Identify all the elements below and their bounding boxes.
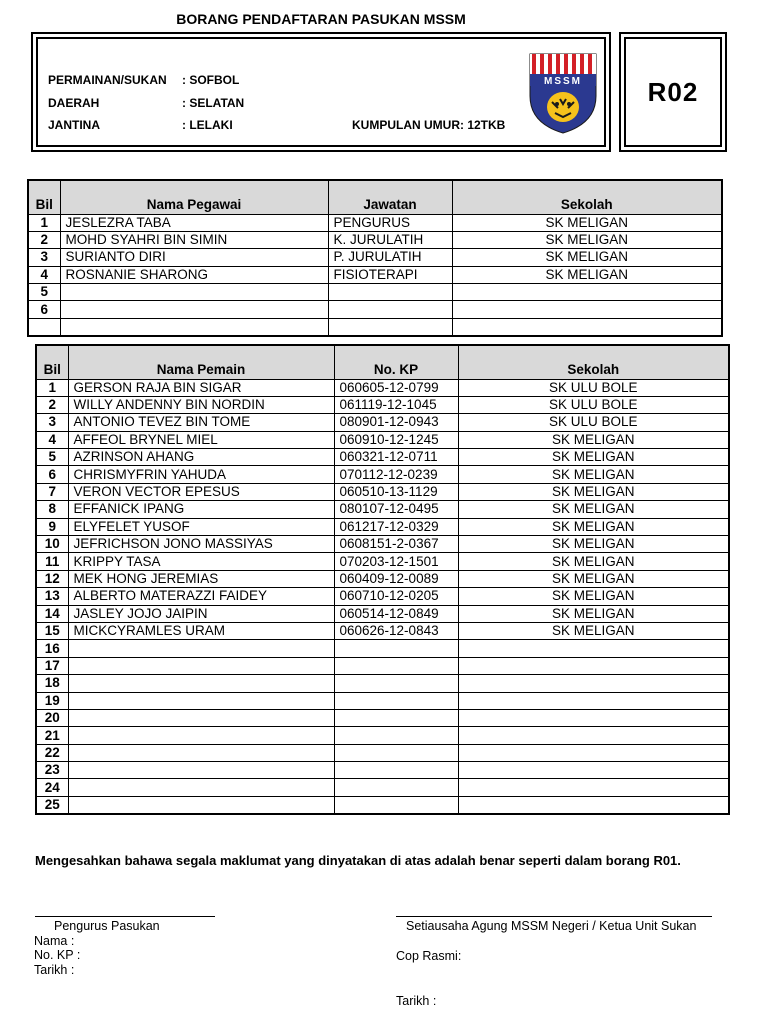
cell-nama-pemain: MEK HONG JEREMIAS bbox=[68, 570, 334, 587]
table-row bbox=[36, 675, 729, 692]
cell-sekolah bbox=[458, 796, 729, 814]
table-row bbox=[36, 622, 729, 639]
cell-sekolah: SK MELIGAN bbox=[452, 231, 722, 248]
col-header-no-kp: No. KP bbox=[334, 345, 458, 379]
table-row bbox=[28, 284, 722, 301]
cell-sekolah: SK MELIGAN bbox=[458, 570, 729, 587]
cell-jawatan: K. JURULATIH bbox=[328, 231, 452, 248]
cell-bil: 15 bbox=[36, 622, 68, 639]
cell-sekolah bbox=[458, 675, 729, 692]
signature-line-left bbox=[35, 916, 215, 917]
signature-tarikh-left: Tarikh : bbox=[34, 963, 75, 977]
cell-sekolah: SK ULU BOLE bbox=[458, 414, 729, 431]
cell-nama-pemain: MICKCYRAMLES URAM bbox=[68, 622, 334, 639]
cell-no-kp bbox=[334, 762, 458, 779]
table-row bbox=[36, 727, 729, 744]
cell-nama-pemain bbox=[68, 727, 334, 744]
cell-nama-pemain: JEFRICHSON JONO MASSIYAS bbox=[68, 536, 334, 553]
cell-sekolah bbox=[452, 318, 722, 335]
table-row bbox=[36, 396, 729, 413]
cell-nama-pegawai bbox=[60, 318, 328, 335]
cell-sekolah: SK MELIGAN bbox=[458, 431, 729, 448]
signature-title-right: Setiausaha Agung MSSM Negeri / Ketua Unit Sukan bbox=[406, 919, 697, 933]
field-label-district: DAERAH bbox=[48, 96, 100, 110]
signature-line-right bbox=[396, 916, 712, 917]
form-header-box bbox=[31, 32, 611, 152]
col-header-nama-pemain: Nama Pemain bbox=[68, 345, 334, 379]
cell-bil: 6 bbox=[28, 301, 60, 318]
cell-bil: 9 bbox=[36, 518, 68, 535]
cell-bil: 2 bbox=[36, 396, 68, 413]
cell-no-kp: 060514-12-0849 bbox=[334, 605, 458, 622]
cell-no-kp: 060910-12-1245 bbox=[334, 431, 458, 448]
cell-nama-pemain: ELYFELET YUSOF bbox=[68, 518, 334, 535]
cell-sekolah: SK MELIGAN bbox=[458, 449, 729, 466]
table-row bbox=[36, 518, 729, 535]
cell-bil: 19 bbox=[36, 692, 68, 709]
cell-sekolah bbox=[458, 657, 729, 674]
cell-no-kp bbox=[334, 796, 458, 814]
field-value-district: : SELATAN bbox=[182, 96, 245, 110]
cell-sekolah bbox=[458, 779, 729, 796]
form-code: R02 bbox=[624, 37, 722, 147]
cell-no-kp: 060510-13-1129 bbox=[334, 483, 458, 500]
cell-sekolah bbox=[458, 709, 729, 726]
cell-jawatan: P. JURULATIH bbox=[328, 249, 452, 266]
table-row bbox=[36, 483, 729, 500]
officials-table bbox=[27, 179, 723, 337]
cell-nama-pegawai: ROSNANIE SHARONG bbox=[60, 266, 328, 283]
cell-bil: 17 bbox=[36, 657, 68, 674]
table-row bbox=[36, 466, 729, 483]
logo-text: MSSM bbox=[544, 76, 582, 87]
table-row bbox=[36, 414, 729, 431]
cell-nama-pemain: GERSON RAJA BIN SIGAR bbox=[68, 379, 334, 396]
cell-no-kp: 060321-12-0711 bbox=[334, 449, 458, 466]
table-row bbox=[36, 605, 729, 622]
signature-title-left: Pengurus Pasukan bbox=[54, 919, 160, 933]
cell-bil: 3 bbox=[36, 414, 68, 431]
col-header-bil: Bil bbox=[28, 180, 60, 214]
table-row bbox=[28, 266, 722, 283]
cell-bil: 8 bbox=[36, 501, 68, 518]
cell-bil: 1 bbox=[28, 214, 60, 231]
confirmation-statement: Mengesahkan bahawa segala maklumat yang dinyatakan di atas adalah benar seperti dalam borang R01. bbox=[35, 853, 681, 868]
cell-nama-pemain bbox=[68, 796, 334, 814]
cell-nama-pemain: VERON VECTOR EPESUS bbox=[68, 483, 334, 500]
table-row bbox=[36, 431, 729, 448]
table-row bbox=[28, 301, 722, 318]
cell-nama-pemain: JASLEY JOJO JAIPIN bbox=[68, 605, 334, 622]
cell-no-kp: 080901-12-0943 bbox=[334, 414, 458, 431]
cell-nama-pemain bbox=[68, 657, 334, 674]
cell-sekolah: SK MELIGAN bbox=[458, 466, 729, 483]
cell-no-kp bbox=[334, 744, 458, 761]
cell-sekolah bbox=[458, 640, 729, 657]
cell-nama-pemain: WILLY ANDENNY BIN NORDIN bbox=[68, 396, 334, 413]
cell-nama-pemain bbox=[68, 692, 334, 709]
table-row bbox=[28, 214, 722, 231]
cell-jawatan bbox=[328, 284, 452, 301]
cell-bil: 23 bbox=[36, 762, 68, 779]
cell-bil: 24 bbox=[36, 779, 68, 796]
table-row bbox=[36, 796, 729, 814]
cell-bil: 11 bbox=[36, 553, 68, 570]
cell-sekolah: SK ULU BOLE bbox=[458, 396, 729, 413]
cell-bil: 21 bbox=[36, 727, 68, 744]
signature-nama: Nama : bbox=[34, 934, 75, 948]
cell-nama-pemain bbox=[68, 762, 334, 779]
cell-jawatan bbox=[328, 301, 452, 318]
cell-sekolah bbox=[458, 762, 729, 779]
table-row bbox=[28, 231, 722, 248]
cell-sekolah: SK MELIGAN bbox=[458, 553, 729, 570]
cell-jawatan: FISIOTERAPI bbox=[328, 266, 452, 283]
table-row bbox=[36, 501, 729, 518]
players-table bbox=[35, 344, 730, 815]
cell-no-kp bbox=[334, 692, 458, 709]
cell-no-kp: 070203-12-1501 bbox=[334, 553, 458, 570]
cell-no-kp: 070112-12-0239 bbox=[334, 466, 458, 483]
table-row bbox=[36, 449, 729, 466]
cell-bil: 7 bbox=[36, 483, 68, 500]
cell-sekolah: SK MELIGAN bbox=[452, 266, 722, 283]
cell-no-kp: 060710-12-0205 bbox=[334, 588, 458, 605]
cell-sekolah: SK MELIGAN bbox=[458, 588, 729, 605]
cell-bil: 22 bbox=[36, 744, 68, 761]
cell-bil: 1 bbox=[36, 379, 68, 396]
cell-sekolah: SK MELIGAN bbox=[458, 483, 729, 500]
cell-no-kp: 0608151-2-0367 bbox=[334, 536, 458, 553]
table-row bbox=[28, 318, 722, 335]
cell-sekolah bbox=[452, 301, 722, 318]
table-row bbox=[36, 588, 729, 605]
field-value-sport: : SOFBOL bbox=[182, 73, 240, 87]
table-row bbox=[36, 570, 729, 587]
cell-jawatan bbox=[328, 318, 452, 335]
cell-nama-pemain: EFFANICK IPANG bbox=[68, 501, 334, 518]
cell-bil: 5 bbox=[28, 284, 60, 301]
cell-no-kp bbox=[334, 640, 458, 657]
cell-nama-pemain: ANTONIO TEVEZ BIN TOME bbox=[68, 414, 334, 431]
age-group: KUMPULAN UMUR: 12TKB bbox=[352, 118, 506, 132]
cell-bil: 25 bbox=[36, 796, 68, 814]
cell-nama-pemain bbox=[68, 744, 334, 761]
table-row bbox=[28, 249, 722, 266]
cell-no-kp bbox=[334, 657, 458, 674]
cell-no-kp: 060409-12-0089 bbox=[334, 570, 458, 587]
cell-bil bbox=[28, 318, 60, 335]
cell-no-kp: 060605-12-0799 bbox=[334, 379, 458, 396]
cell-sekolah bbox=[452, 284, 722, 301]
cell-sekolah bbox=[458, 727, 729, 744]
signature-no-kp: No. KP : bbox=[34, 948, 81, 962]
cell-bil: 2 bbox=[28, 231, 60, 248]
cell-nama-pegawai bbox=[60, 284, 328, 301]
cell-bil: 10 bbox=[36, 536, 68, 553]
cell-sekolah: SK MELIGAN bbox=[452, 249, 722, 266]
field-value-gender: : LELAKI bbox=[182, 118, 233, 132]
table-row bbox=[36, 657, 729, 674]
col-header-bil: Bil bbox=[36, 345, 68, 379]
field-label-sport: PERMAINAN/SUKAN bbox=[48, 73, 167, 87]
col-header-nama-pegawai: Nama Pegawai bbox=[60, 180, 328, 214]
cell-bil: 3 bbox=[28, 249, 60, 266]
cell-sekolah: SK MELIGAN bbox=[458, 501, 729, 518]
cell-nama-pemain: AFFEOL BRYNEL MIEL bbox=[68, 431, 334, 448]
signature-cop-rasmi: Cop Rasmi: bbox=[396, 949, 462, 963]
cell-sekolah: SK MELIGAN bbox=[458, 622, 729, 639]
cell-nama-pegawai: JESLEZRA TABA bbox=[60, 214, 328, 231]
table-row bbox=[36, 709, 729, 726]
cell-bil: 20 bbox=[36, 709, 68, 726]
col-header-sekolah: Sekolah bbox=[452, 180, 722, 214]
form-code-box bbox=[619, 32, 727, 152]
cell-no-kp: 080107-12-0495 bbox=[334, 501, 458, 518]
cell-no-kp: 060626-12-0843 bbox=[334, 622, 458, 639]
cell-no-kp bbox=[334, 675, 458, 692]
mssm-logo bbox=[528, 52, 598, 134]
cell-nama-pemain: ALBERTO MATERAZZI FAIDEY bbox=[68, 588, 334, 605]
signature-tarikh-right: Tarikh : bbox=[396, 994, 437, 1008]
cell-bil: 13 bbox=[36, 588, 68, 605]
cell-nama-pemain bbox=[68, 779, 334, 796]
col-header-sekolah: Sekolah bbox=[458, 345, 729, 379]
cell-nama-pemain bbox=[68, 640, 334, 657]
cell-no-kp bbox=[334, 709, 458, 726]
cell-no-kp bbox=[334, 727, 458, 744]
cell-bil: 4 bbox=[36, 431, 68, 448]
cell-nama-pegawai: MOHD SYAHRI BIN SIMIN bbox=[60, 231, 328, 248]
cell-no-kp bbox=[334, 779, 458, 796]
cell-nama-pemain bbox=[68, 675, 334, 692]
table-row bbox=[36, 744, 729, 761]
table-row bbox=[36, 762, 729, 779]
cell-bil: 14 bbox=[36, 605, 68, 622]
cell-sekolah: SK ULU BOLE bbox=[458, 379, 729, 396]
cell-nama-pegawai: SURIANTO DIRI bbox=[60, 249, 328, 266]
table-row bbox=[36, 692, 729, 709]
cell-bil: 6 bbox=[36, 466, 68, 483]
field-label-gender: JANTINA bbox=[48, 118, 101, 132]
cell-bil: 4 bbox=[28, 266, 60, 283]
cell-jawatan: PENGURUS bbox=[328, 214, 452, 231]
table-row bbox=[36, 779, 729, 796]
cell-sekolah: SK MELIGAN bbox=[458, 605, 729, 622]
cell-nama-pemain: CHRISMYFRIN YAHUDA bbox=[68, 466, 334, 483]
cell-no-kp: 061217-12-0329 bbox=[334, 518, 458, 535]
cell-nama-pemain bbox=[68, 709, 334, 726]
table-row bbox=[36, 379, 729, 396]
cell-sekolah: SK MELIGAN bbox=[458, 518, 729, 535]
cell-sekolah bbox=[458, 692, 729, 709]
table-row bbox=[36, 553, 729, 570]
cell-bil: 12 bbox=[36, 570, 68, 587]
cell-sekolah bbox=[458, 744, 729, 761]
cell-bil: 16 bbox=[36, 640, 68, 657]
table-row bbox=[36, 640, 729, 657]
cell-sekolah: SK MELIGAN bbox=[458, 536, 729, 553]
form-title: BORANG PENDAFTARAN PASUKAN MSSM bbox=[176, 11, 466, 27]
table-row bbox=[36, 536, 729, 553]
cell-sekolah: SK MELIGAN bbox=[452, 214, 722, 231]
cell-bil: 5 bbox=[36, 449, 68, 466]
cell-bil: 18 bbox=[36, 675, 68, 692]
cell-nama-pegawai bbox=[60, 301, 328, 318]
cell-nama-pemain: KRIPPY TASA bbox=[68, 553, 334, 570]
cell-nama-pemain: AZRINSON AHANG bbox=[68, 449, 334, 466]
col-header-jawatan: Jawatan bbox=[328, 180, 452, 214]
cell-no-kp: 061119-12-1045 bbox=[334, 396, 458, 413]
